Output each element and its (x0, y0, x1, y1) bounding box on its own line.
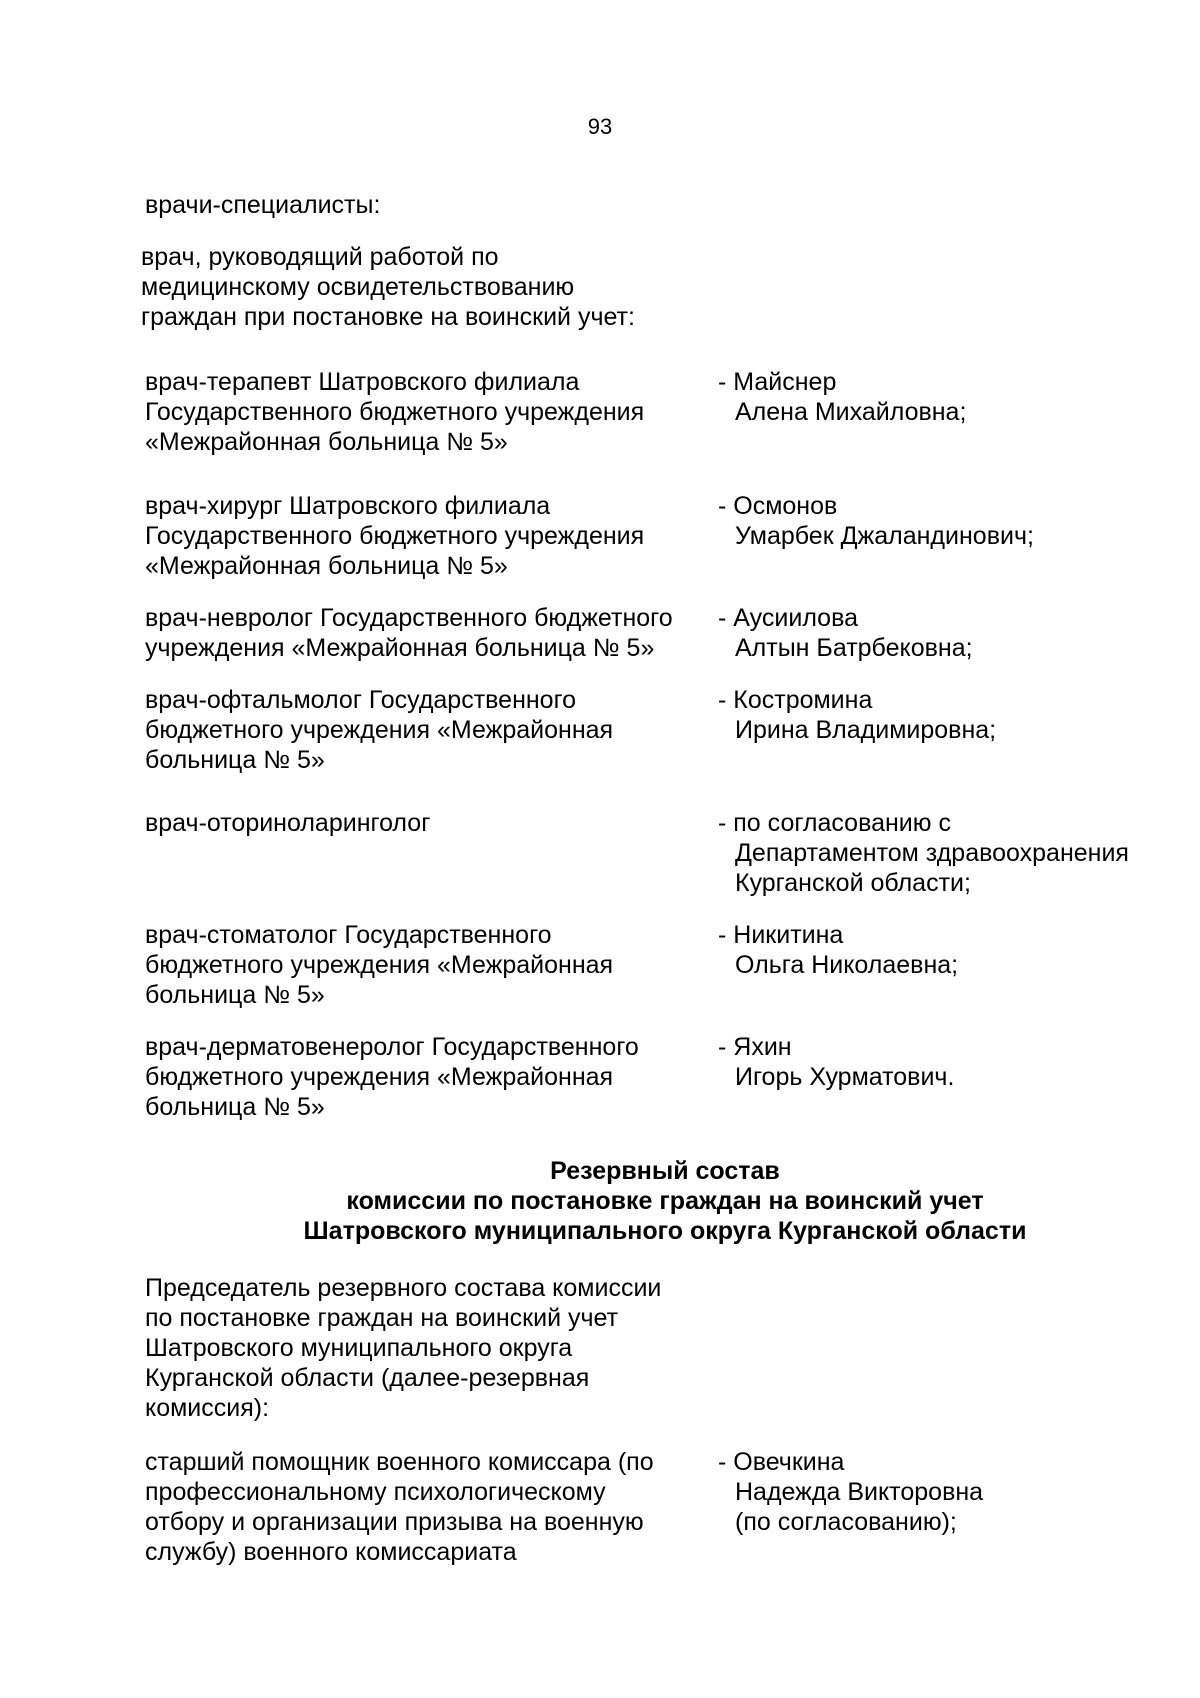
member-person: - Никитина Ольга Николаевна; (718, 921, 959, 979)
page-number: 93 (587, 114, 613, 139)
member-person: - Аусиилова Алтын Батрбековна; (718, 604, 973, 662)
member-position: врач-стоматолог Государственного бюджетного учреждения «Межрайонная больница № 5» (145, 921, 614, 1009)
reserve-chair-label: Председатель резервного состава комиссии по постановке граждан на воинский учет Шатровского муниципального округа Курганской области (далее-резервная комиссия): (145, 1274, 662, 1422)
member-person: - Осмонов Умарбек Джаландинович; (718, 492, 1034, 550)
specialists-label: врачи-специалисты: (145, 191, 381, 219)
lead-doctor-label: врач, руководящий работой по медицинскому освидетельствованию граждан при постановке на воинский учет: (141, 243, 635, 331)
member-person: - Костромина Ирина Владимировна; (718, 686, 997, 744)
reserve-chair-person: - Овечкина Надежда Викторовна (по согласованию); (718, 1448, 984, 1536)
member-person: - Яхин Игорь Хурматович. (718, 1033, 955, 1091)
member-position: врач-оториноларинголог (145, 809, 431, 837)
member-position: врач-невролог Государственного бюджетного учреждения «Межрайонная больница № 5» (145, 604, 673, 662)
member-person: - Майснер Алена Михайловна; (718, 368, 967, 426)
member-position: врач-дерматовенеролог Государственного бюджетного учреждения «Межрайонная больница № 5» (145, 1033, 639, 1121)
member-position: врач-терапевт Шатровского филиала Государственного бюджетного учреждения «Межрайонная больница № 5» (145, 368, 645, 456)
reserve-chair-position: старший помощник военного комиссара (по профессиональному психологическому отбору и организации призыва на военную службу) военного комиссариата (145, 1448, 654, 1566)
member-person: - по согласованию с Департаментом здравоохранения Курганской области; (718, 809, 1129, 897)
member-position: врач-офтальмолог Государственного бюджетного учреждения «Межрайонная больница № 5» (145, 686, 614, 774)
member-position: врач-хирург Шатровского филиала Государственного бюджетного учреждения «Межрайонная больница № 5» (145, 492, 645, 580)
reserve-heading: Резервный состав комиссии по постановке граждан на воинский учет Шатровского муниципального округа Курганской области (303, 1157, 1027, 1245)
